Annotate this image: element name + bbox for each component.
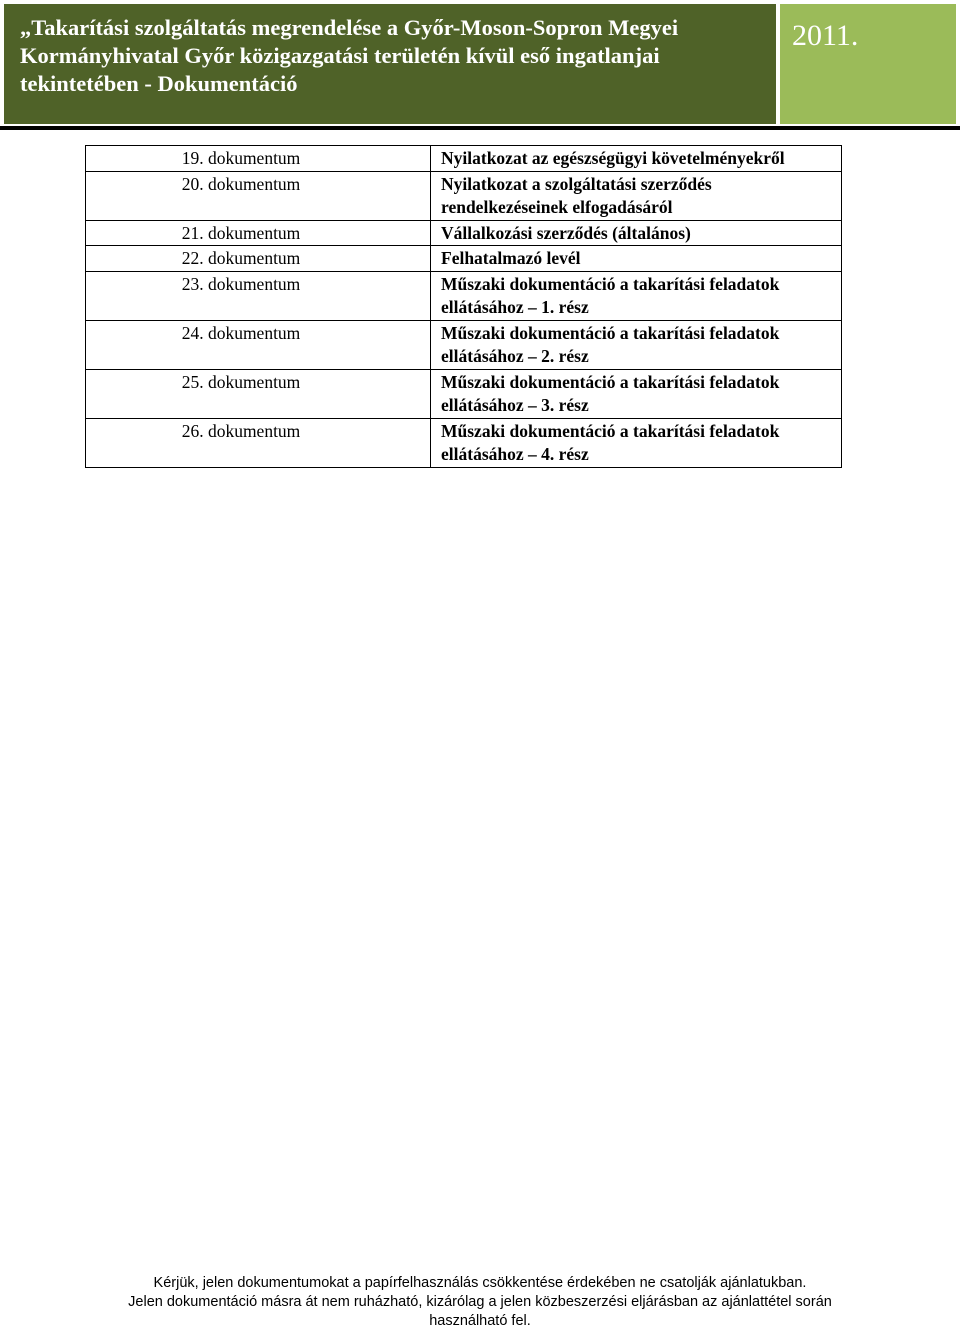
document-description	[431, 320, 842, 369]
table-row	[86, 146, 842, 172]
document-number: 20. dokumentum	[86, 171, 431, 220]
document-description	[431, 369, 842, 418]
document-number: 23. dokumentum	[86, 271, 431, 320]
document-description: Vállalkozási szerződés (általános)	[431, 220, 842, 246]
footer-line: Jelen dokumentáció másra át nem ruházható, kizárólag a jelen közbeszerzési eljárásban az ajánlattétel során	[128, 1294, 832, 1310]
footer-line: Kérjük, jelen dokumentumokat a papírfelhasználás csökkentése érdekében ne csatolják ajánlatukban.	[153, 1275, 807, 1291]
document-description-line: Műszaki dokumentáció a takarítási feladatok	[441, 420, 780, 441]
document-number: 21. dokumentum	[86, 220, 431, 246]
document-description-line: Műszaki dokumentáció a takarítási feladatok	[441, 273, 780, 294]
table-row	[86, 418, 842, 467]
document-description-line: ellátásához – 3. rész	[441, 395, 589, 415]
document-description: Nyilatkozat az egészségügyi követelményekről	[431, 146, 842, 172]
document-description	[431, 171, 842, 220]
header-year-box	[780, 4, 956, 124]
document-title-line-3: tekintetében - Dokumentáció	[20, 71, 298, 96]
document-year: 2011.	[792, 19, 859, 52]
table-row	[86, 320, 842, 369]
document-title-line-2: Kormányhivatal Győr közigazgatási területén kívül eső ingatlanjai	[20, 43, 660, 68]
document-number: 25. dokumentum	[86, 369, 431, 418]
document-description-line: Műszaki dokumentáció a takarítási feladatok	[441, 371, 780, 392]
document-title-line-1: „Takarítási szolgáltatás megrendelése a Győr-Moson-Sopron Megyei	[20, 15, 679, 40]
document-number: 19. dokumentum	[86, 146, 431, 172]
table-row	[86, 220, 842, 246]
document-description-line: ellátásához – 2. rész	[441, 346, 589, 366]
document-description-line: ellátásához – 4. rész	[441, 444, 589, 464]
document-description-line: rendelkezéseinek elfogadásáról	[441, 197, 673, 217]
document-description-line: Műszaki dokumentáció a takarítási feladatok	[441, 322, 780, 343]
table-row	[86, 171, 842, 220]
document-description	[431, 271, 842, 320]
document-list-table	[85, 145, 842, 468]
document-description: Felhatalmazó levél	[431, 246, 842, 272]
header-title-box	[4, 4, 776, 124]
table-row	[86, 369, 842, 418]
header-divider	[0, 126, 960, 130]
document-number: 22. dokumentum	[86, 246, 431, 272]
table-row	[86, 271, 842, 320]
document-description-line: ellátásához – 1. rész	[441, 297, 589, 317]
document-number: 24. dokumentum	[86, 320, 431, 369]
page-header	[0, 0, 960, 130]
footer-line: használható fel.	[429, 1313, 531, 1329]
table-row	[86, 246, 842, 272]
document-description-line: Nyilatkozat a szolgáltatási szerződés	[441, 173, 712, 194]
document-title	[20, 14, 762, 98]
page-footer	[0, 1274, 960, 1331]
document-number: 26. dokumentum	[86, 418, 431, 467]
document-description	[431, 418, 842, 467]
